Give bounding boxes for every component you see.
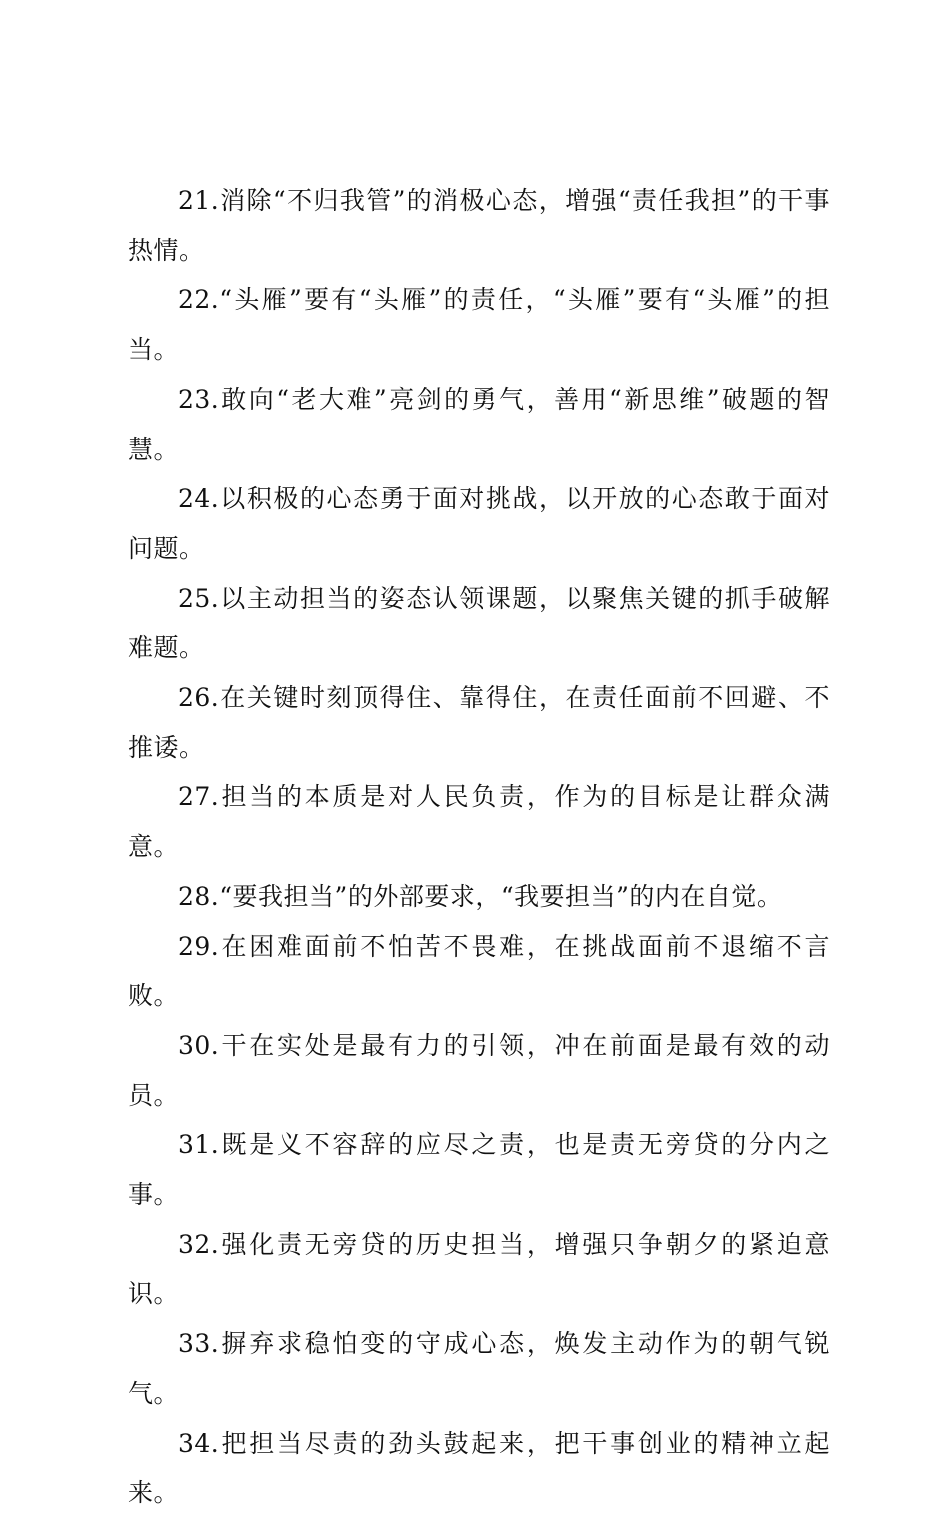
- paragraph-24: 24.以积极的心态勇于面对挑战，以开放的心态敢于面对问题。: [128, 484, 830, 563]
- paragraph-25: 25.以主动担当的姿态认领课题，以聚焦关键的抓手破解难题。: [128, 583, 830, 663]
- paragraph-26: 26.在关键时刻顶得住、靠得住，在责任面前不回避、不推诿。: [128, 683, 830, 762]
- paragraph-31: 31.既是义不容辞的应尽之责，也是责无旁贷的分内之事。: [128, 1130, 830, 1210]
- paragraph-27: 27.担当的本质是对人民负责，作为的目标是让群众满意。: [128, 782, 830, 862]
- paragraph-22: 22.“头雁”要有“头雁”的责任，“头雁”要有“头雁”的担当。: [128, 285, 830, 365]
- paragraph-28: 28.“要我担当”的外部要求，“我要担当”的内在自觉。: [178, 881, 783, 911]
- document-body: [128, 176, 830, 1518]
- paragraph-21: 21.消除“不归我管”的消极心态，增强“责任我担”的干事热情。: [128, 186, 830, 265]
- paragraph-34: 34.把担当尽责的劲头鼓起来，把干事创业的精神立起来。: [128, 1428, 830, 1508]
- paragraph-30: 30.干在实处是最有力的引领，冲在前面是最有效的动员。: [128, 1030, 830, 1110]
- paragraph-32: 32.强化责无旁贷的历史担当，增强只争朝夕的紧迫意识。: [128, 1229, 830, 1309]
- paragraph-23: 23.敢向“老大难”亮剑的勇气，善用“新思维”破题的智慧。: [128, 384, 830, 464]
- paragraph-29: 29.在困难面前不怕苦不畏难，在挑战面前不退缩不言败。: [128, 931, 830, 1011]
- paragraph-33: 33.摒弃求稳怕变的守成心态，焕发主动作为的朝气锐气。: [128, 1329, 830, 1408]
